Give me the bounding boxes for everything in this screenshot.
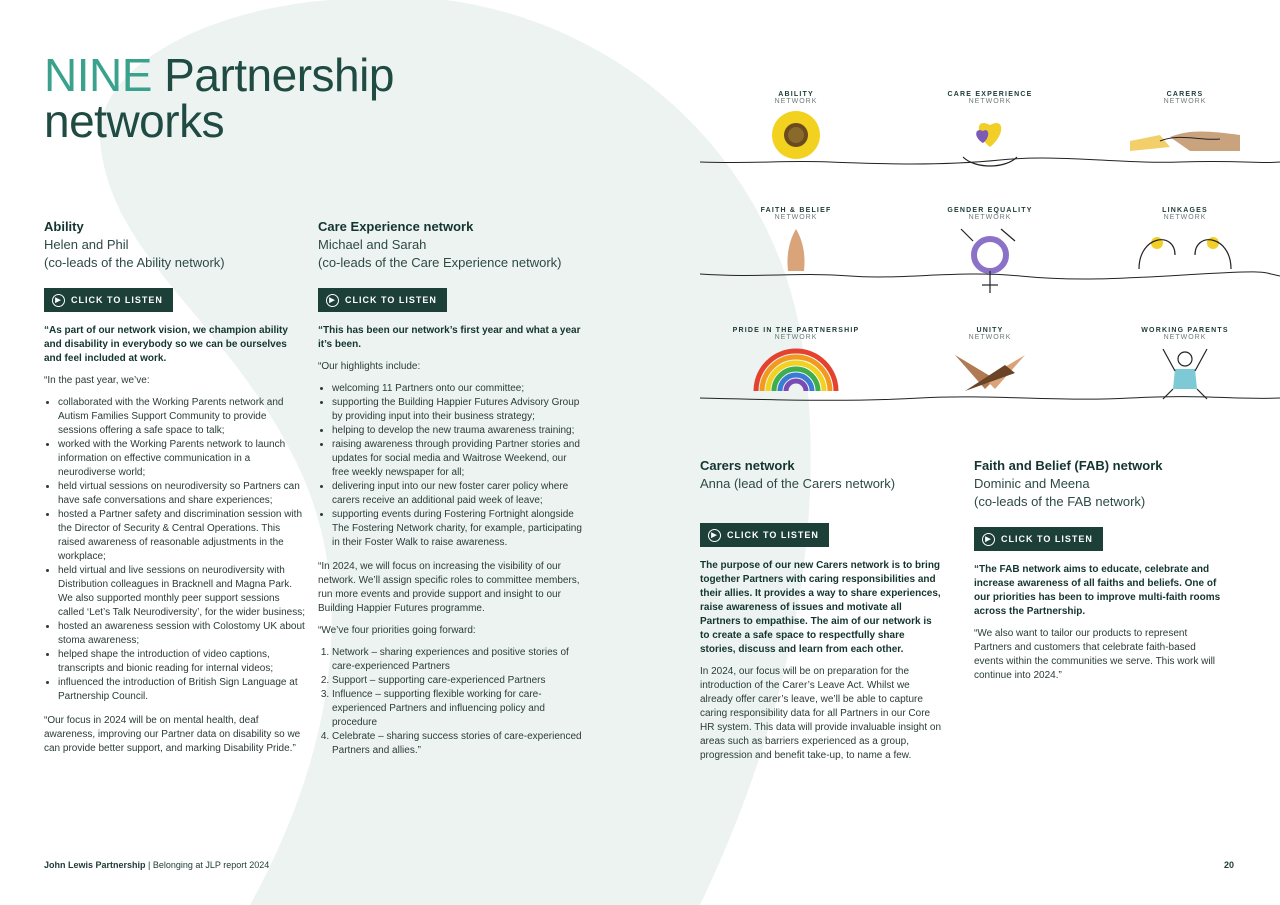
list-item: • collaborated with the Working Parents network and Autism Families Support Community to provide sessions offering a safe space to talk; xyxy=(58,396,306,438)
list-item: 3. Influence – supporting flexible working for care-experienced Partners and influencing policy and procedure xyxy=(332,688,586,730)
network-care-experience: CARE EXPERIENCE NETWORK xyxy=(925,91,1055,182)
fab-para: “We also want to tailor our products to represent Partners and customers that celebrate faith-based events within the communities we serve. This work will continue into 2024.” xyxy=(974,628,1216,681)
helping-hands-icon xyxy=(1130,111,1240,161)
network-carers: CARERS NETWORK xyxy=(1120,91,1250,166)
praying-hands-icon xyxy=(776,225,816,275)
child-icon xyxy=(1155,343,1215,403)
care-role: (co-leads of the Care Experience network) xyxy=(318,255,562,270)
page-title: NINE Partnership networks xyxy=(44,49,394,147)
fab-role: (co-leads of the FAB network) xyxy=(974,494,1146,509)
list-item: • helping to develop the new trauma awareness training; xyxy=(332,424,586,438)
fab-section xyxy=(974,457,1224,691)
network-ability: ABILITY NETWORK xyxy=(731,91,861,168)
list-item: • welcoming 11 Partners onto our committee; xyxy=(332,382,586,396)
network-unity: UNITY NETWORK xyxy=(925,327,1055,400)
joined-hands-icon xyxy=(945,345,1035,395)
play-icon: ▶ xyxy=(52,294,65,307)
list-item: • raising awareness through providing Partner stories and updates for social media and Waitrose Weekend, our free weekly newspaper for all; xyxy=(332,438,586,480)
list-item: • helped shape the introduction of video captions, transcripts and bionic reading for internal videos; xyxy=(58,648,306,676)
care-leads: Michael and Sarah xyxy=(318,237,427,252)
ability-list xyxy=(44,396,306,704)
network-linkages: LINKAGES NETWORK xyxy=(1120,207,1250,280)
ability-closing: “Our focus in 2024 will be on mental health, deaf awareness, improving our Partner data on disability so we can provide better support, and marking Disability Pride.” xyxy=(44,715,301,754)
fab-leads: Dominic and Meena xyxy=(974,476,1090,491)
ability-heading: Ability xyxy=(44,219,84,234)
list-item: 4. Celebrate – sharing success stories of care-experienced Partners and allies.” xyxy=(332,730,586,758)
list-item: • held virtual sessions on neurodiversity so Partners can have safe conversations and share experiences; xyxy=(58,480,306,508)
play-icon: ▶ xyxy=(982,533,995,546)
fab-quote: “The FAB network aims to educate, celebrate and increase awareness of all faiths and beliefs. One of our priorities has been to improve multi-faith rooms across the Partnership. xyxy=(974,564,1221,617)
ability-listen-button[interactable]: ▶ CLICK TO LISTEN xyxy=(44,288,173,312)
carers-listen-button[interactable]: ▶ CLICK TO LISTEN xyxy=(700,523,829,547)
list-item: • held virtual and live sessions on neurodiversity with Distribution colleagues in Bracknell and Magna Park. We also supported monthly peer support sessions called ‘Let’s Talk Neurodiversity’, for the wider business; xyxy=(58,564,306,620)
carers-leads: Anna (lead of the Carers network) xyxy=(700,476,896,491)
gender-symbol-icon xyxy=(955,223,1025,297)
rainbow-icon xyxy=(751,347,841,393)
list-item: • hosted an awareness session with Colostomy UK about stoma awareness; xyxy=(58,620,306,648)
list-item: • worked with the Working Parents network to launch information on effective communication in a neurodiverse world; xyxy=(58,438,306,480)
footer: John Lewis Partnership | Belonging at JLP report 2024 xyxy=(44,860,270,870)
lightbulb-heads-icon xyxy=(1135,225,1235,275)
play-icon: ▶ xyxy=(708,529,721,542)
network-faith-belief: FAITH & BELIEF NETWORK xyxy=(731,207,861,280)
list-item: • influenced the introduction of British Sign Language at Partnership Council. xyxy=(58,676,306,704)
ability-intro: “In the past year, we’ve: xyxy=(44,375,150,386)
care-quote: “This has been our network’s first year and what a year it’s been. xyxy=(318,325,581,350)
ability-leads: Helen and Phil xyxy=(44,237,129,252)
list-item: 2. Support – supporting care-experienced Partners xyxy=(332,674,586,688)
fab-listen-button[interactable]: ▶ CLICK TO LISTEN xyxy=(974,527,1103,551)
play-icon: ▶ xyxy=(326,294,339,307)
care-list xyxy=(318,382,586,550)
care-experience-section xyxy=(318,218,586,768)
list-item: • supporting events during Fostering Fortnight alongside The Fostering Network charity, for example, participating in their Foster Walk to raise awareness. xyxy=(332,508,586,550)
care-para: “In 2024, we will focus on increasing the visibility of our network. We’ll assign specific roles to committee members, run more events and provide support and insight to our Building Happier Futures programme. xyxy=(318,561,580,614)
sunflower-icon xyxy=(766,107,826,163)
page-number: 20 xyxy=(1224,860,1235,870)
ability-quote: “As part of our network vision, we champion ability and disability in everybody so we can be ourselves and feel included at work. xyxy=(44,325,288,364)
list-item: • supporting the Building Happier Futures Advisory Group by providing input into their business strategy; xyxy=(332,396,586,424)
care-priorities-intro: “We’ve four priorities going forward: xyxy=(318,625,476,636)
carers-para: In 2024, our focus will be on preparation for the introduction of the Carer’s Leave Act. Whilst we already offer carer’s leave, we’ll be able to capture caring responsibility data for all Partners in our Core HR system. This data will provide invaluable insight on areas such as barriers experienced as a group, progression and benefit take-up, to name a few. xyxy=(700,666,942,761)
care-intro: “Our highlights include: xyxy=(318,361,421,372)
carers-quote: The purpose of our new Carers network is to bring together Partners with caring responsibilities and their allies. It provides a way to share experiences, raise awareness of issues and motivate all Partners to empathise. The aim of our network is to create a safe space to respectfully share stories, discuss and learn from each other. xyxy=(700,560,941,655)
care-priorities xyxy=(318,646,586,758)
care-heading: Care Experience network xyxy=(318,219,474,234)
list-item: • delivering input into our new foster carer policy where carers receive an additional paid week of leave; xyxy=(332,480,586,508)
list-item: • hosted a Partner safety and discrimination session with the Director of Security & Central Operations. This raised awareness of reasonable adjustments in the workplace; xyxy=(58,508,306,564)
network-gender-equality: GENDER EQUALITY NETWORK xyxy=(925,207,1055,302)
list-item: 1. Network – sharing experiences and positive stories of care-experienced Partners xyxy=(332,646,586,674)
fab-heading: Faith and Belief (FAB) network xyxy=(974,458,1163,473)
network-working-parents: WORKING PARENTS NETWORK xyxy=(1120,327,1250,408)
carers-heading: Carers network xyxy=(700,458,795,473)
care-listen-button[interactable]: ▶ CLICK TO LISTEN xyxy=(318,288,447,312)
ability-section xyxy=(44,218,306,764)
carers-section xyxy=(700,457,942,771)
network-pride: PRIDE IN THE PARTNERSHIP NETWORK xyxy=(731,327,861,398)
heart-hands-icon xyxy=(955,107,1025,177)
ability-role: (co-leads of the Ability network) xyxy=(44,255,225,270)
